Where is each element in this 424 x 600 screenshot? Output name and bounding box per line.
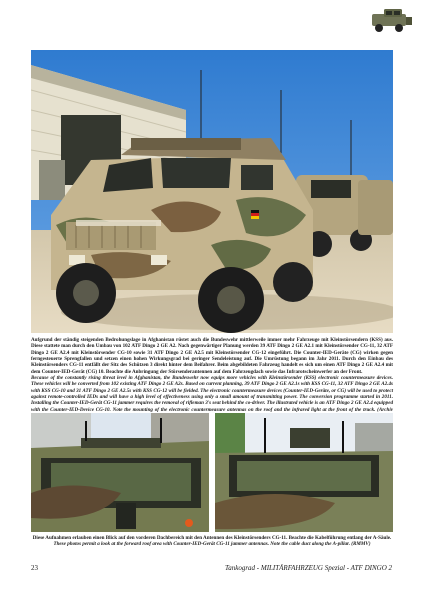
page-number: 23 (31, 564, 38, 572)
bottom-photos-caption (31, 535, 393, 551)
main-photo-caption-german: Aufgrund der ständig steigenden Bedrohungslage in Afghanistan rüstet auch die Bundeswehr mittlerweile immer mehr Fahrzeuge mit Kleinstörsendern (KSS) aus. Diese stattete man durch den Umbau von 102 ATF Dingo 2 GE A2. Nach gegenwärtiger Planung werden 39 ATF Dingo 2 GE A2.1 mit Kleinstörsender CG-11, 32 ATF Dingo 2 GE A2.4 mit Kleinstörsender CG-10 sowie 31 ATF Dingo 2 GE A2.5 mit Kleinstörsender CG-12 eingeführt. Die Counter-IED-Geräte (CG) wirken gegen ferngesteuerte Sprengfallen und setzen einen hohen Wirkungsgrad bei geringer Sendeleistung auf. Die Umrüstung begann im Jahr 2011. Durch den Einbau des Kleinstörsenders CG-11 entfällt der Sitz des Schützen 3 direkt hinter dem Beifahrer. Beim abgebildeten Fahrzeug handelt es sich um einen ATF Dingo 2 GE A2.4 mit dem Counter-IED-Gerät (CG) 10. Beachte die Anbringung der Störsenderantennen auf dem Fahrzeugdach sowie das Infrarotscheinwerfer an der Front. (31, 337, 393, 375)
running-title: Tankograd - MILITÄRFAHRZEUG Spezial - ATF DINGO 2 (224, 564, 392, 572)
main-photo-caption-english: Because of the constantly rising threat level in Afghanistan, the Bundeswehr now equips more vehicles with Kleinstörsender (KSS) electronic countermeasure devices. These vehicles will be converted from 102 existing ATF Dingo 2 GE A2s. Based on current planning, 39 ATF Dingo 2 GE A2.1s with KSS CG-11, 32 ATF Dingo 2 GE A2.4s with KSS CG-10 and 31 ATF Dingo 2 GE A2.5s with KSS CG-12 will be fielded. The electronic countermeasure devices (Counter-IED-Geräte, or CG) will be used to protect against remote-controlled IEDs and will have a high level of effectiveness using only a small amount of transmitting power. The conversion programme started in 2011. Installing the Counter-IED-Gerät CG-11 jammer requires the removal of rifleman 3's seat behind the co-driver. The illustrated vehicle is an ATF Dingo 2 GE A2.4 equipped with the Counter-IED-Device CG-10. Note the mounting of the electronic countermeasure antennas on the roof and the infrared light at the front of the truck. (Archiv (31, 375, 393, 413)
bottom-left-photo-antennas (31, 413, 209, 532)
main-photo-caption (31, 337, 393, 413)
bottom-right-photo-antennas (215, 413, 393, 532)
bottom-photos-caption-english: These photos permit a look at the forward roof area with Counter-IED-Gerät CG-11 jammer antennas. Note the cable duct along the A-pillar. (RMMV) (53, 541, 371, 548)
header-vehicle-thumbnail (366, 2, 418, 38)
bottom-photos-caption-german: Diese Aufnahmen erlauben einen Blick auf den vorderen Dachbereich mit den Antennen des Kleinstörsenders CG-11. Beachte die Kabelführung entlang der A-Säule. (32, 535, 392, 541)
main-photo-dingo-2-convoy (31, 50, 393, 333)
